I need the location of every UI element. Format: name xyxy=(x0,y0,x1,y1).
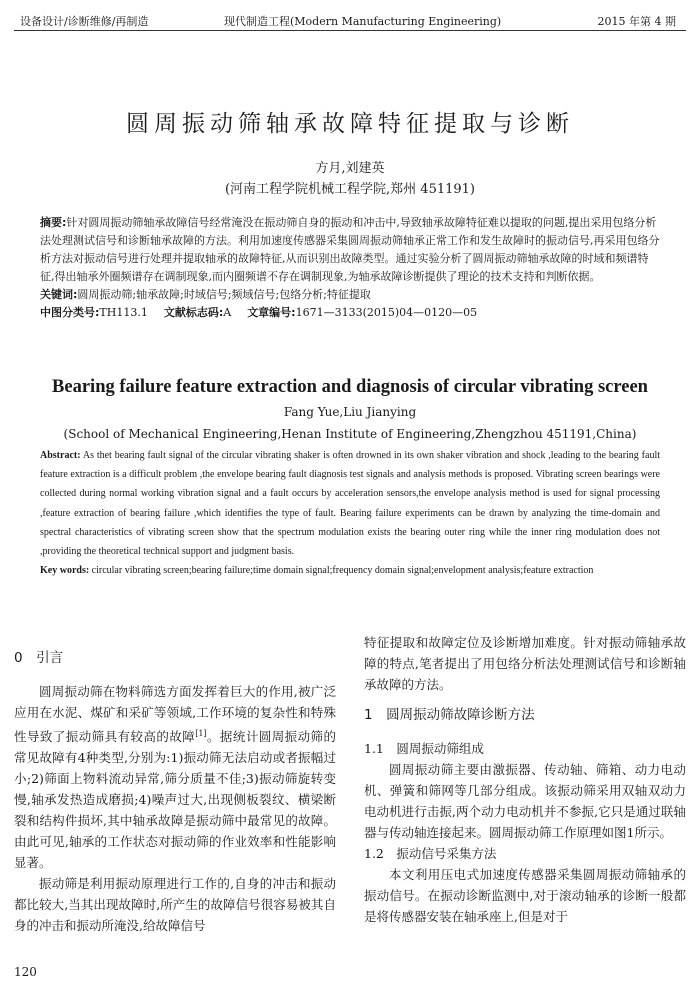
authors-en: Fang Yue,Liu Jianying xyxy=(283,405,417,419)
body-paragraph: 特征提取和故障定位及诊断增加难度。针对振动筛轴承故障的特点,笔者提出了用包络分析法处理测试信号和诊断轴承故障的方法。 xyxy=(364,635,686,692)
keywords-en-text: circular vibrating screen;bearing failure;time domain signal;frequency domain signal;envelopment analysis;feature extraction xyxy=(91,565,594,577)
page-number: 120 xyxy=(14,965,37,979)
abstract-cn-text: 针对圆周振动筛轴承故障信号经常淹没在振动筛自身的振动和冲击中,导致轴承故障特征难以提取的问题,提出采用包络分析法处理测试信号和诊断轴承故障的方法。利用加速度传感器采集圆周振动筛轴承正常工作和发生故障时的振动信号,再采用包络分析方法对振动信号进行处理并提取轴承的故障特征,从而识别出故障类型。通过实验分析了圆周振动筛轴承故障的时域和频谱特征,得出轴承外圈频谱存在调制现象,而内圈频谱不存在调制现象,为轴承故障诊断提供了理论的技术支持和判断依据。 xyxy=(40,216,660,283)
article-no-value: 1671—3133(2015)04—0120—05 xyxy=(295,306,478,319)
abstract-cn-body xyxy=(40,214,660,286)
keywords-cn-text: 圆周振动筛;轴承故障;时域信号;频域信号;包络分析;特征提取 xyxy=(77,288,371,301)
abstract-en-text: As thet bearing fault signal of the circular vibrating shaker is often drowned in its own shaker vibration and shock ,leading to the bearing fault feature extraction is a difficult problem ,the envelope bearing fault diagnosis test signals and analysis methods is proposed. Vibrating screen bearings were collected during normal working vibration signal and a fault occurs by acceleration sensors,the envelope analysis method is used for signal processing ,feature extraction of bearing failure ,which identifies the type of fault. Bearing failure experiments can be drawn by analyzing the time-domain and spectral characteristics of vibrating screen show that the spectrum modulation exists the bearing outer ring while the inner ring modulation does not ,providing the theoretical technical support and judgment basis. xyxy=(40,450,660,558)
classification-line xyxy=(40,304,660,322)
subsection-heading: 1.1 圆周振动筛组成 xyxy=(364,741,484,756)
body-column-left xyxy=(14,646,336,936)
body-paragraph: 圆周振动筛主要由激振器、传动轴、筛箱、动力电动机、弹簧和筛网等几部分组成。该振动筛采用双轴双动力电动机进行击振,两个动力电动机并不参振,它只是通过联轴器与传动轴连接起来。圆周振动筛工作原理如图1所示。 xyxy=(364,762,686,840)
authors-cn: 方月,刘建英 xyxy=(315,161,385,176)
citation-ref: [1] xyxy=(195,729,207,738)
abstract-cn-label: 摘要: xyxy=(40,216,67,229)
keywords-cn xyxy=(40,286,660,304)
running-header xyxy=(14,10,686,31)
title-cn: 圆周振动筛轴承故障特征提取与诊断 xyxy=(126,111,574,137)
header-journal: 现代制造工程(Modern Manufacturing Engineering) xyxy=(224,15,502,28)
abstract-cn xyxy=(40,214,660,322)
section-heading-method: 1 圆周振动筛故障诊断方法 xyxy=(364,707,535,723)
affiliation-cn: (河南工程学院机械工程学院,郑州 451191) xyxy=(224,182,476,197)
clc-value: TH113.1 xyxy=(99,306,148,319)
subsection-heading: 1.2 振动信号采集方法 xyxy=(364,846,497,861)
article-no-label: 文章编号: xyxy=(247,306,296,319)
keywords-en-label: Key words: xyxy=(40,565,90,577)
clc-label: 中图分类号: xyxy=(40,306,100,319)
title-en: Bearing failure feature extraction and diagnosis of circular vibrating screen xyxy=(52,377,648,397)
body-paragraph: 振动筛是利用振动原理进行工作的,自身的冲击和振动都比较大,当其出现故障时,所产生的故障信号很容易被其自身的冲击和振动所淹没,给故障信号 xyxy=(14,876,336,934)
abstract-en-label: Abstract: xyxy=(40,450,81,461)
keywords-cn-label: 关键词: xyxy=(40,288,78,301)
header-issue: 2015 年第 4 期 xyxy=(597,15,676,28)
body-paragraph: 圆周振动筛在物料筛选方面发挥着巨大的作用,被广泛应用在水泥、煤矿和采矿等领域,工作环境的复杂性和特殊性导致了振动筛具有较高的故障[1]。据统计圆周振动筛的常见故障有4种类型,分别为:1)振动筛无法启动或者振幅过小;2)筛面上物料流动异常,筛分质量不佳;3)振动筛旋转变慢,轴承发热造成磨损;4)噪声过大,出现侧板裂纹、横梁断裂和结构件损坏,其中轴承故障是振动筛中最常见的故障。由此可见,轴承的工作状态对振动筛的作业效率和性能影响显著。 xyxy=(14,684,336,871)
affiliation-en: (School of Mechanical Engineering,Henan Institute of Engineering,Zhengzhou 451191,China) xyxy=(63,427,637,441)
doc-code-label: 文献标志码: xyxy=(163,306,224,319)
body-column-right xyxy=(364,632,686,927)
body-paragraph: 本文利用压电式加速度传感器采集圆周振动筛轴承的振动信号。在振动诊断监测中,对于滚动轴承的诊断一般都是将传感器安装在轴承座上,但是对于 xyxy=(364,867,686,924)
header-section: 设备设计/诊断维修/再制造 xyxy=(20,15,149,28)
doc-code-value: A xyxy=(223,306,232,319)
abstract-en xyxy=(40,446,660,580)
section-heading-intro: 0 引言 xyxy=(14,650,64,666)
